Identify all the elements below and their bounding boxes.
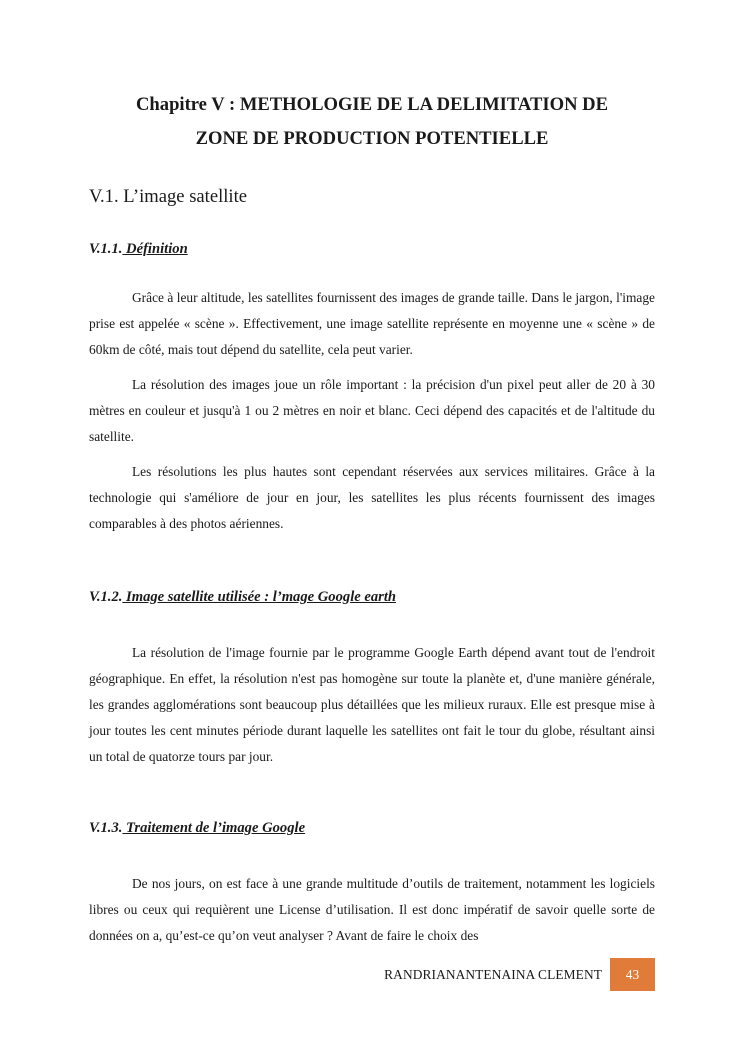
subsection-title: Image satellite utilisée : l’mage Google earth [122,589,397,605]
footer-author: RANDRIANANTENAINA CLEMENT [384,966,602,982]
subsection-number: V.1.2. [89,589,123,605]
chapter-title-line2: ZONE DE PRODUCTION POTENTIELLE [195,128,549,149]
page-footer [384,958,655,991]
page-number: 43 [610,958,655,991]
paragraph: La résolution de l'image fournie par le programme Google Earth dépend avant tout de l'endroit géographique. En effet, la résolution n'est pas homogène sur toute la planète et, d'une manière générale, les grandes agglomérations sont beaucoup plus détaillées que les milieux ruraux. Elle est presque mise à jour toutes les cent minutes période durant laquelle les satellites ont fait le tour du globe, résultant ainsi un total de quatorze tours par jour. [89,645,655,764]
subsection-heading-traitement [89,818,305,838]
paragraph: De nos jours, on est face à une grande multitude d’outils de traitement, notamment les logiciels libres ou ceux qui requièrent une License d’utilisation. Il est donc impératif de savoir quelle sorte de données on a, qu’est-ce qu’on veut analyser ? Avant de faire le choix des [89,876,655,943]
subsection-heading-definition [89,239,188,259]
document-page [89,0,655,1053]
chapter-title [89,88,655,156]
subsection-heading-image-utilisee [89,587,396,607]
subsection-title: Définition [122,241,188,257]
paragraph: Grâce à leur altitude, les satellites fournissent des images de grande taille. Dans le jargon, l'image prise est appelée « scène ». Effectivement, une image satellite représente en moyenne une « scène » de 60km de côté, mais tout dépend du satellite, cela peut varier. [89,290,655,357]
paragraph: Les résolutions les plus hautes sont cependant réservées aux services militaires. Grâce à la technologie qui s'améliore de jour en jour, les satellites les plus récents fournissent des images comparables à des photos aériennes. [89,464,655,531]
subsection-number: V.1.1. [89,241,123,257]
subsection-number: V.1.3. [89,820,123,836]
subsection-title: Traitement de l’image Google [122,820,306,836]
paragraph: La résolution des images joue un rôle important : la précision d'un pixel peut aller de 20 à 30 mètres en couleur et jusqu'à 1 ou 2 mètres en noir et blanc. Ceci dépend des capacités et de l'altitude du satellite. [89,377,655,444]
chapter-title-line1: Chapitre V : METHOLOGIE DE LA DELIMITATION DE [136,94,608,115]
section-title: V.1. L’image satellite [89,186,248,207]
